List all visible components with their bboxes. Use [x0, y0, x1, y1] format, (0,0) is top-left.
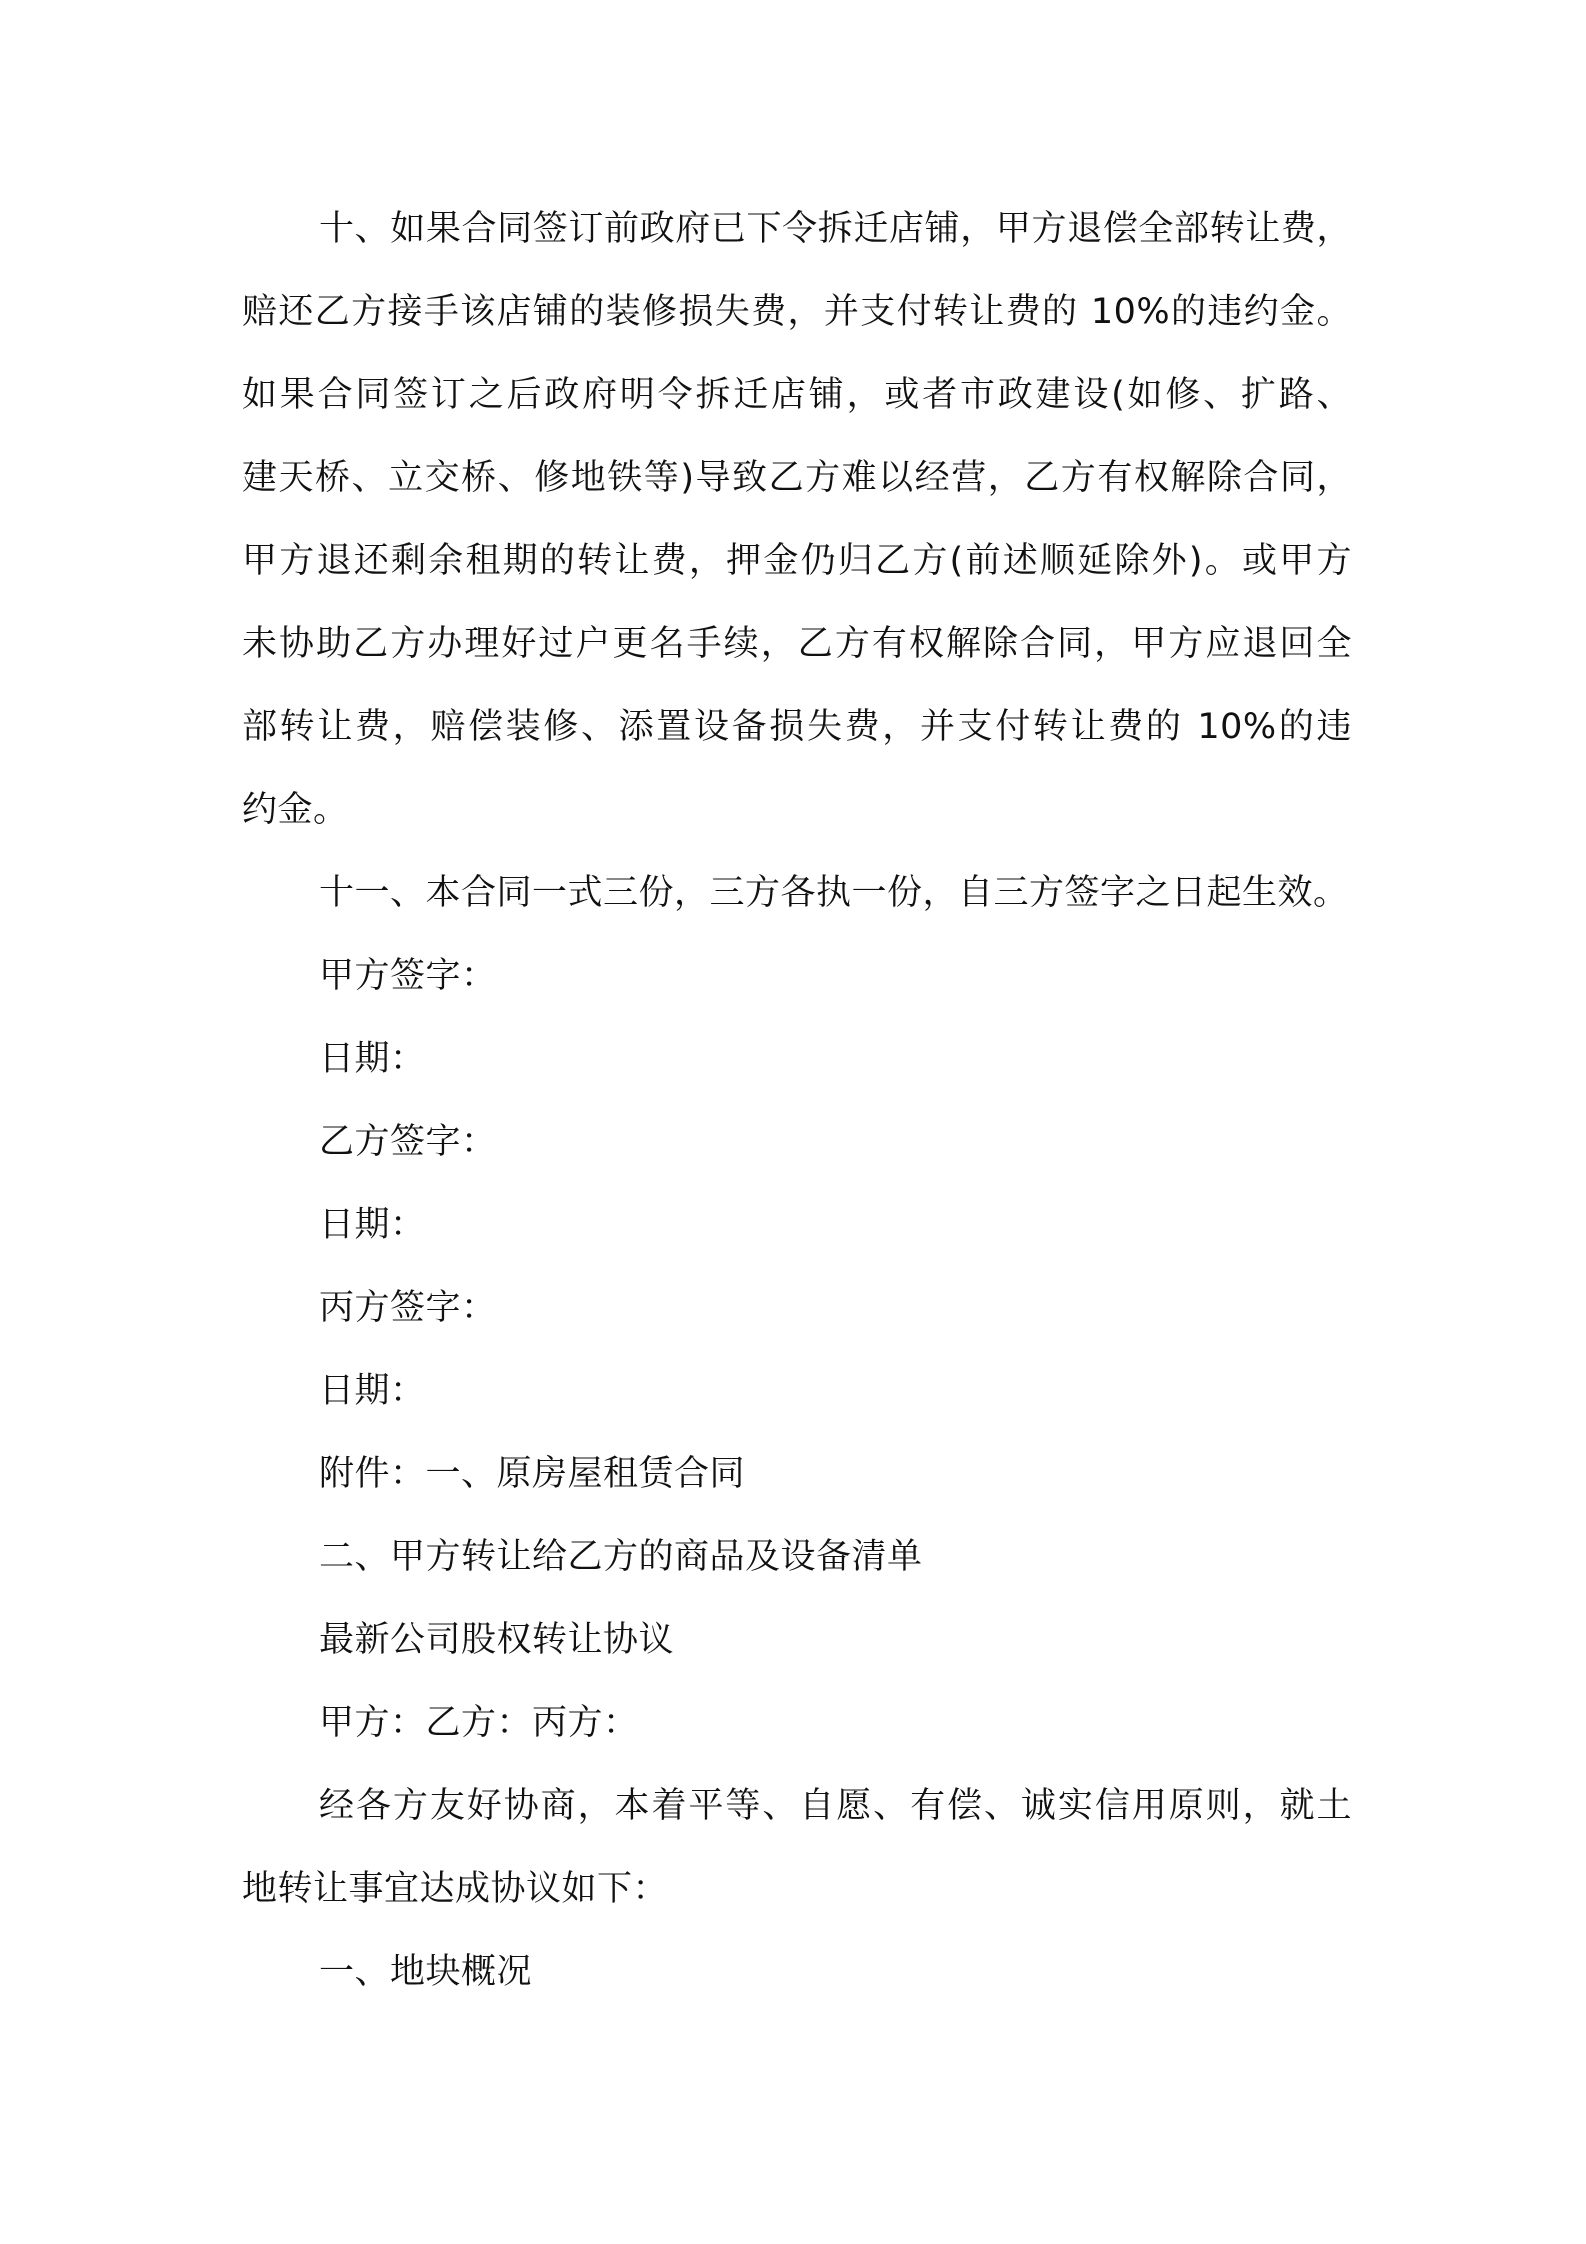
- clause-10-line: 部转让费，赔偿装修、添置设备损失费，并支付转让费的 10%的违: [242, 707, 1352, 747]
- party-b-date-label: 日期：: [319, 1205, 426, 1245]
- section-1-heading: 一、地块概况: [319, 1952, 533, 1992]
- clause-10-line: 未协助乙方办理好过户更名手续，乙方有权解除合同，甲方应退回全: [242, 624, 1352, 664]
- clause-10-line: 如果合同签订之后政府明令拆迁店铺，或者市政建设(如修、扩路、: [242, 375, 1352, 415]
- document-body: [242, 188, 1352, 2014]
- agreement-intro-paragraph: [242, 1765, 1352, 1931]
- agreement-parties: 甲方：乙方：丙方：: [319, 1703, 639, 1743]
- attachment-2: 二、甲方转让给乙方的商品及设备清单: [319, 1537, 923, 1577]
- clause-10-paragraph: [242, 188, 1352, 852]
- clause-11: 十一、本合同一式三份，三方各执一份，自三方签字之日起生效。: [319, 873, 1349, 913]
- agreement-intro-line: 地转让事宜达成协议如下：: [242, 1869, 669, 1909]
- attachment-1: 附件：一、原房屋租赁合同: [319, 1454, 746, 1494]
- agreement-intro-line: 经各方友好协商，本着平等、自愿、有偿、诚实信用原则，就土: [319, 1786, 1352, 1826]
- clause-10-line: 赔还乙方接手该店铺的装修损失费，并支付转让费的 10%的违约金。: [242, 292, 1352, 332]
- clause-10-line: 甲方退还剩余租期的转让费，押金仍归乙方(前述顺延除外)。或甲方: [242, 541, 1352, 581]
- party-a-signature-label: 甲方签字：: [319, 956, 497, 996]
- clause-10-line: 建天桥、立交桥、修地铁等)导致乙方难以经营，乙方有权解除合同，: [242, 458, 1352, 498]
- clause-10-line: 约金。: [242, 790, 349, 830]
- party-b-signature-label: 乙方签字：: [319, 1122, 497, 1162]
- agreement-title: 最新公司股权转让协议: [319, 1620, 675, 1660]
- party-c-signature-label: 丙方签字：: [319, 1288, 497, 1328]
- clause-10-line: 十、如果合同签订前政府已下令拆迁店铺，甲方退偿全部转让费，: [319, 209, 1352, 249]
- party-c-date-label: 日期：: [319, 1371, 426, 1411]
- party-a-date-label: 日期：: [319, 1039, 426, 1079]
